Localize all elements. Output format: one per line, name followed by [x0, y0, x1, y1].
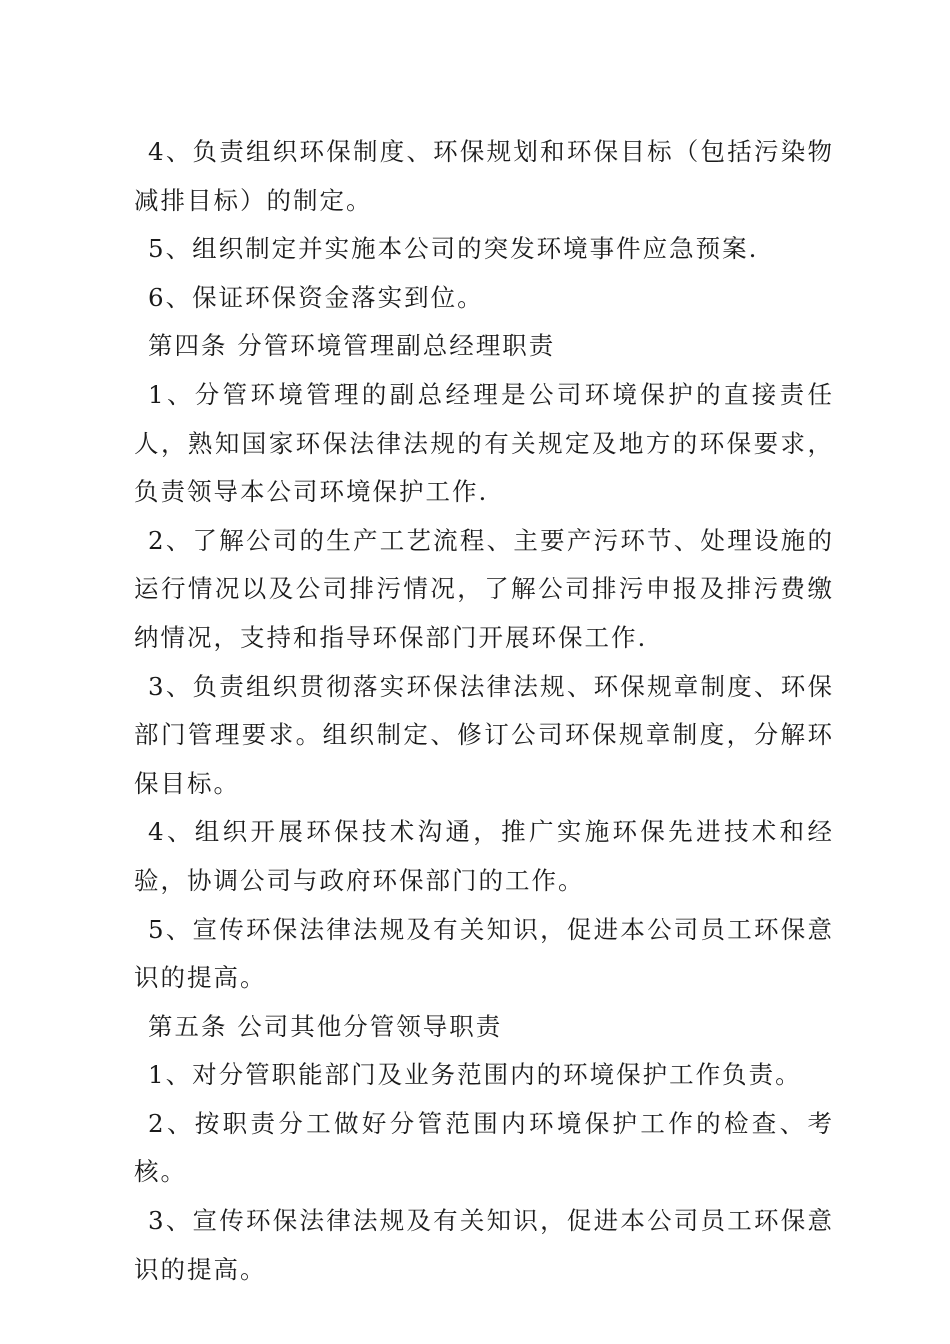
- paragraph-article-4-item-4: 4、组织开展环保技术沟通，推广实施环保先进技术和经验，协调公司与政府环保部门的工作。: [134, 817, 834, 895]
- section-heading-article-5: 第五条 公司其他分管领导职责: [148, 1011, 503, 1041]
- paragraph-article-4-item-5: 5、宣传环保法律法规及有关知识，促进本公司员工环保意识的提高。: [134, 914, 834, 993]
- paragraph-article-5-item-2: 2、按职责分工做好分管范围内环境保护工作的检查、考核。: [134, 1108, 834, 1187]
- paragraph-item-5-emergency-plan: 5、组织制定并实施本公司的突发环境事件应急预案.: [148, 234, 759, 264]
- section-heading-article-4: 第四条 分管环境管理副总经理职责: [148, 331, 556, 361]
- paragraph-item-6-funding: 6、保证环保资金落实到位。: [148, 282, 484, 312]
- paragraph-article-5-item-1: 1、对分管职能部门及业务范围内的环境保护工作负责。: [148, 1060, 802, 1090]
- paragraph-article-4-item-3: 3、负责组织贯彻落实环保法律法规、环保规章制度、环保部门管理要求。组织制定、修订公司环保规章制度，分解环保目标。: [134, 671, 834, 798]
- paragraph-article-5-item-3: 3、宣传环保法律法规及有关知识，促进本公司员工环保意识的提高。: [134, 1206, 834, 1284]
- paragraph-article-4-item-1: 1、分管环境管理的副总经理是公司环境保护的直接责任人，熟知国家环保法律法规的有关规定及地方的环保要求，负责领导本公司环境保护工作.: [134, 379, 834, 507]
- paragraph-item-4-environmental-system: 4、负责组织环保制度、环保规划和环保目标（包括污染物减排目标）的制定。: [134, 137, 834, 215]
- document-body: [134, 128, 834, 1294]
- paragraph-article-4-item-2: 2、了解公司的生产工艺流程、主要产污环节、处理设施的运行情况以及公司排污情况，了解公司排污申报及排污费缴纳情况，支持和指导环保部门开展环保工作.: [134, 525, 834, 652]
